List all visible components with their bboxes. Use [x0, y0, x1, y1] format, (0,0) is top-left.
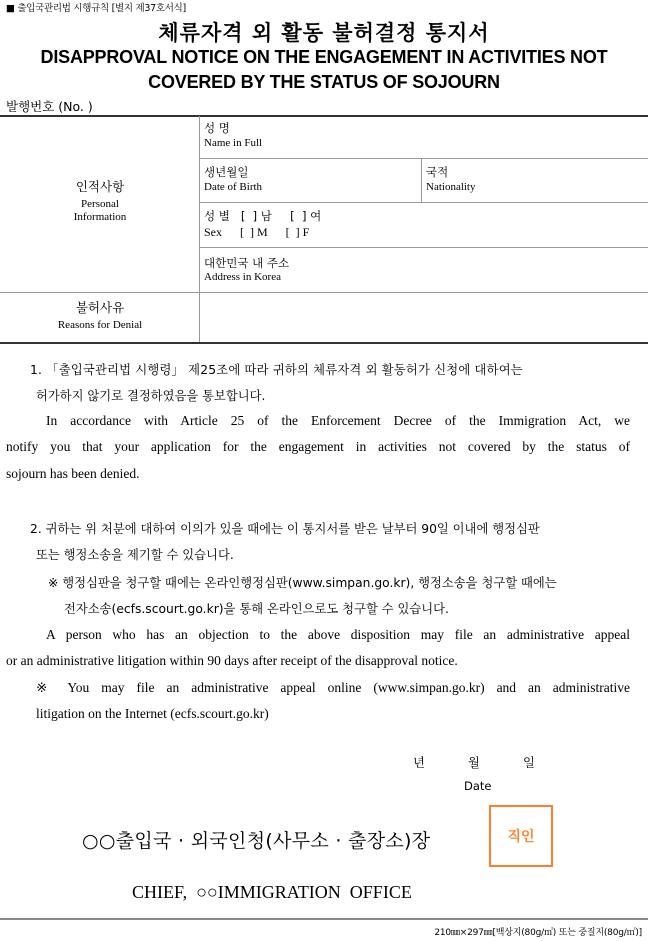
- row-divider: [200, 158, 648, 159]
- title-english-line1: DISAPPROVAL NOTICE ON THE ENGAGEMENT IN ACTIVITIES NOT: [40, 47, 608, 67]
- para1-english-line1: In accordance with Article 25 of the Enforcement Decree of the Immigration Act, we: [46, 413, 630, 428]
- nationality-label: 국적: [426, 165, 449, 179]
- date-year: 년: [413, 756, 425, 770]
- name-label-en: Name in Full: [204, 137, 263, 149]
- para2-english-line2: or an administrative litigation within 90 days after receipt of the disapproval notice.: [6, 653, 458, 668]
- footer-divider: [0, 918, 648, 920]
- row-divider: [200, 247, 648, 248]
- dob-label: 생년월일: [204, 165, 249, 179]
- para2-korean-line3: ※ 행정심판을 청구할 때에는 온라인행정심판(www.simpan.go.kr), 행정소송을 청구할 때에는: [48, 576, 557, 590]
- row-divider: [200, 202, 648, 203]
- dob-label-en: Date of Birth: [204, 181, 263, 193]
- sex-checkbox-label[interactable]: 성 별 [ ] 남 [ ] 여: [204, 209, 322, 223]
- personal-info-label: 인적사항 Personal Information: [73, 179, 127, 223]
- reasons-label: 불허사유 Reasons for Denial: [57, 300, 143, 331]
- para1-english-line3: sojourn has been denied.: [6, 466, 140, 481]
- date-month: 월: [468, 756, 480, 770]
- form-number-note: ■ 출입국관리법 시행규칙 [별지 제37호서식]: [6, 3, 186, 14]
- para2-english-line4: litigation on the Internet (ecfs.scourt.go.kr): [36, 706, 269, 721]
- para1-english-line2: notify you that your application for the engagement in activities not covered by the status of: [6, 439, 630, 454]
- para2-english-line3: ※ You may file an administrative appeal online (www.simpan.go.kr) and an administrative: [36, 680, 630, 695]
- address-label: 대한민국 내 주소: [204, 256, 290, 270]
- official-seal: 직인: [489, 805, 553, 867]
- para2-korean-line1: 2. 귀하는 위 처분에 대하여 이의가 있을 때에는 이 통지서를 받은 날부터 90일 이내에 행정심판: [30, 522, 540, 536]
- table-top-border: [0, 115, 648, 117]
- para1-korean-line2: 허가하지 않기로 결정하였음을 통보합니다.: [36, 389, 266, 403]
- sex-checkbox-label-en[interactable]: Sex [ ] M [ ] F: [204, 225, 310, 239]
- title-korean: 체류자격 외 활동 불허결정 통지서: [158, 20, 490, 45]
- name-label: 성 명: [204, 121, 230, 135]
- column-divider: [421, 159, 422, 202]
- nationality-label-en: Nationality: [426, 181, 476, 193]
- row-divider: [0, 292, 648, 293]
- address-label-en: Address in Korea: [204, 271, 281, 283]
- para2-english-line1: A person who has an objection to the above disposition may file an administrative appeal: [46, 627, 630, 642]
- table-bottom-border: [0, 342, 648, 344]
- date-day: 일: [523, 756, 535, 770]
- para1-korean-line1: 1. 「출입국관리법 시행령」 제25조에 따라 귀하의 체류자격 외 활동허가 신청에 대하여는: [30, 363, 523, 377]
- paper-spec: 210㎜×297㎜[백상지(80g/㎡) 또는 중질지(80g/㎡)]: [434, 928, 642, 938]
- title-english-line2: COVERED BY THE STATUS OF SOJOURN: [148, 72, 500, 92]
- date-label-en: Date: [464, 779, 492, 793]
- para2-korean-line4: 전자소송(ecfs.scourt.go.kr)을 통해 온라인으로도 청구할 수 있습니다.: [64, 602, 449, 616]
- office-name-english: CHIEF, ○○IMMIGRATION OFFICE: [132, 882, 412, 902]
- office-name-korean: ○○출입국 · 외국인청(사무소 · 출장소)장: [82, 830, 431, 852]
- para2-korean-line2: 또는 행정소송을 제기할 수 있습니다.: [36, 548, 234, 562]
- issue-number: 발행번호 (No. ): [6, 99, 93, 114]
